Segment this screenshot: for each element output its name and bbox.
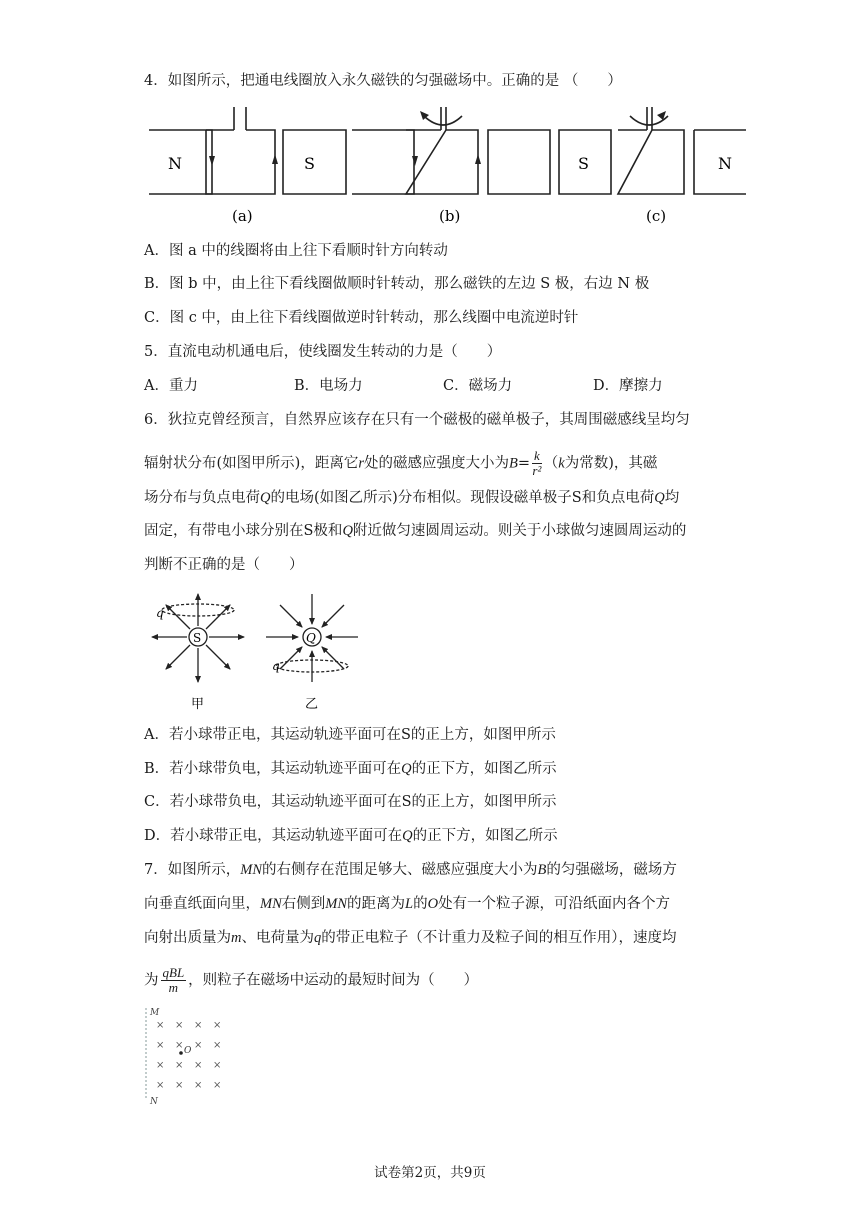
q4-caption-c: (c) — [646, 207, 667, 225]
q4-fig-c-s-label: S — [578, 154, 589, 173]
q4-fig-a-s-label: S — [304, 154, 315, 173]
page-footer: 试卷第2页，共9页 — [374, 1165, 486, 1181]
q4-fig-c-n-label: N — [718, 154, 732, 173]
q7-line-4: 为 $\frac{\text{qBL}}{m}$ ，则粒子在磁场中运动的最短时间为（ ） — [144, 965, 479, 995]
q7-fraction: $\frac{\text{qBL}}{m}$ — [162, 965, 185, 995]
q6-line-4: 固定，有带电小球分别在S极和Q附近做匀速圆周运动。则关于小球做匀速圆周运动的 — [144, 523, 687, 539]
field-cross: × — [175, 1020, 184, 1031]
q6-fig-q-label: Q — [306, 631, 316, 645]
q7-source-point — [179, 1051, 183, 1055]
q7-line-1: 7．如图所示，MN的右侧存在范围足够大、磁感应强度大小为B的匀强磁场，磁场方 — [144, 862, 677, 878]
q5-option-d: D．摩擦力 — [593, 378, 663, 394]
field-cross: × — [213, 1040, 222, 1051]
q7-figure — [144, 1006, 234, 1106]
field-cross: × — [194, 1060, 203, 1071]
field-cross: × — [156, 1020, 165, 1031]
q6-fig-charge-a: q — [156, 606, 164, 620]
field-cross: × — [156, 1080, 165, 1091]
q4-stem: 4．如图所示，把通电线圈放入永久磁铁的匀强磁场中。正确的是 （ ） — [144, 73, 622, 89]
field-cross: × — [156, 1040, 165, 1051]
q6-line-3: 场分布与负点电荷Q的电场(如图乙所示)分布相似。现假设磁单极子S和负点电荷Q均 — [144, 490, 680, 506]
field-cross: × — [194, 1080, 203, 1091]
q6-option-a: A．若小球带正电，其运动轨迹平面可在S的正上方，如图甲所示 — [144, 727, 556, 743]
q7-fig-n-label: N — [150, 1097, 158, 1107]
q5-stem: 5．直流电动机通电后，使线圈发生转动的力是（ ） — [144, 344, 502, 360]
q5-option-b: B．电场力 — [294, 378, 363, 394]
q6-caption-yi: 乙 — [305, 697, 319, 712]
field-cross: × — [194, 1040, 203, 1051]
q6-option-c: C．若小球带负电，其运动轨迹平面可在S的正上方，如图甲所示 — [144, 794, 557, 810]
q6-caption-jia: 甲 — [191, 697, 205, 712]
q5-option-a: A．重力 — [144, 378, 198, 394]
field-cross: × — [175, 1040, 184, 1051]
q6-fig-s-label: S — [193, 631, 202, 645]
q6-figure — [146, 590, 366, 710]
q6-option-d: D．若小球带正电，其运动轨迹平面可在Q的正下方，如图乙所示 — [144, 828, 558, 844]
q7-fig-m-label: M — [150, 1008, 160, 1018]
q4-option-b: B．图 b 中，由上往下看线圈做顺时针转动，那么磁铁的左边 S 极，右边 N 极 — [144, 276, 650, 292]
q4-option-c: C．图 c 中，由上往下看线圈做逆时针转动，那么线圈中电流逆时针 — [144, 310, 579, 326]
field-cross: × — [175, 1060, 184, 1071]
q4-caption-b: (b) — [439, 207, 461, 225]
q6-line-1: 6．狄拉克曾经预言，自然界应该存在只有一个磁极的磁单极子，其周围磁感线呈均匀 — [144, 412, 690, 428]
q4-fig-a-n-label: N — [168, 154, 182, 173]
field-cross: × — [213, 1080, 222, 1091]
q6-line-5: 判断不正确的是（ ） — [144, 557, 304, 573]
q7-fig-o-label: O — [184, 1046, 192, 1056]
field-cross: × — [194, 1020, 203, 1031]
q6-line-2: 辐射状分布(如图甲所示)，距离它r处的磁感应强度大小为B= $\frac{k}{\text{r²}}$ （k为常数)，其磁 — [144, 448, 658, 478]
q4-caption-a: (a) — [232, 207, 253, 225]
q7-line-2: 向垂直纸面向里，MN右侧到MN的距离为L的O处有一个粒子源，可沿纸面内各个方 — [144, 896, 671, 912]
field-cross: × — [213, 1060, 222, 1071]
q6-option-b: B．若小球带负电，其运动轨迹平面可在Q的正下方，如图乙所示 — [144, 761, 557, 777]
q5-option-c: C．磁场力 — [443, 378, 513, 394]
field-cross: × — [156, 1060, 165, 1071]
q6-fraction: $\frac{k}{\text{r²}}$ — [532, 448, 542, 478]
field-cross: × — [213, 1020, 222, 1031]
q4-option-a: A．图 a 中的线圈将由上往下看顺时针方向转动 — [144, 243, 448, 259]
q4-figure — [146, 104, 746, 224]
q6-fig-charge-b: q — [272, 659, 280, 673]
field-cross: × — [175, 1080, 184, 1091]
q7-line-3: 向射出质量为m、电荷量为q的带正电粒子（不计重力及粒子间的相互作用），速度均 — [144, 930, 677, 946]
